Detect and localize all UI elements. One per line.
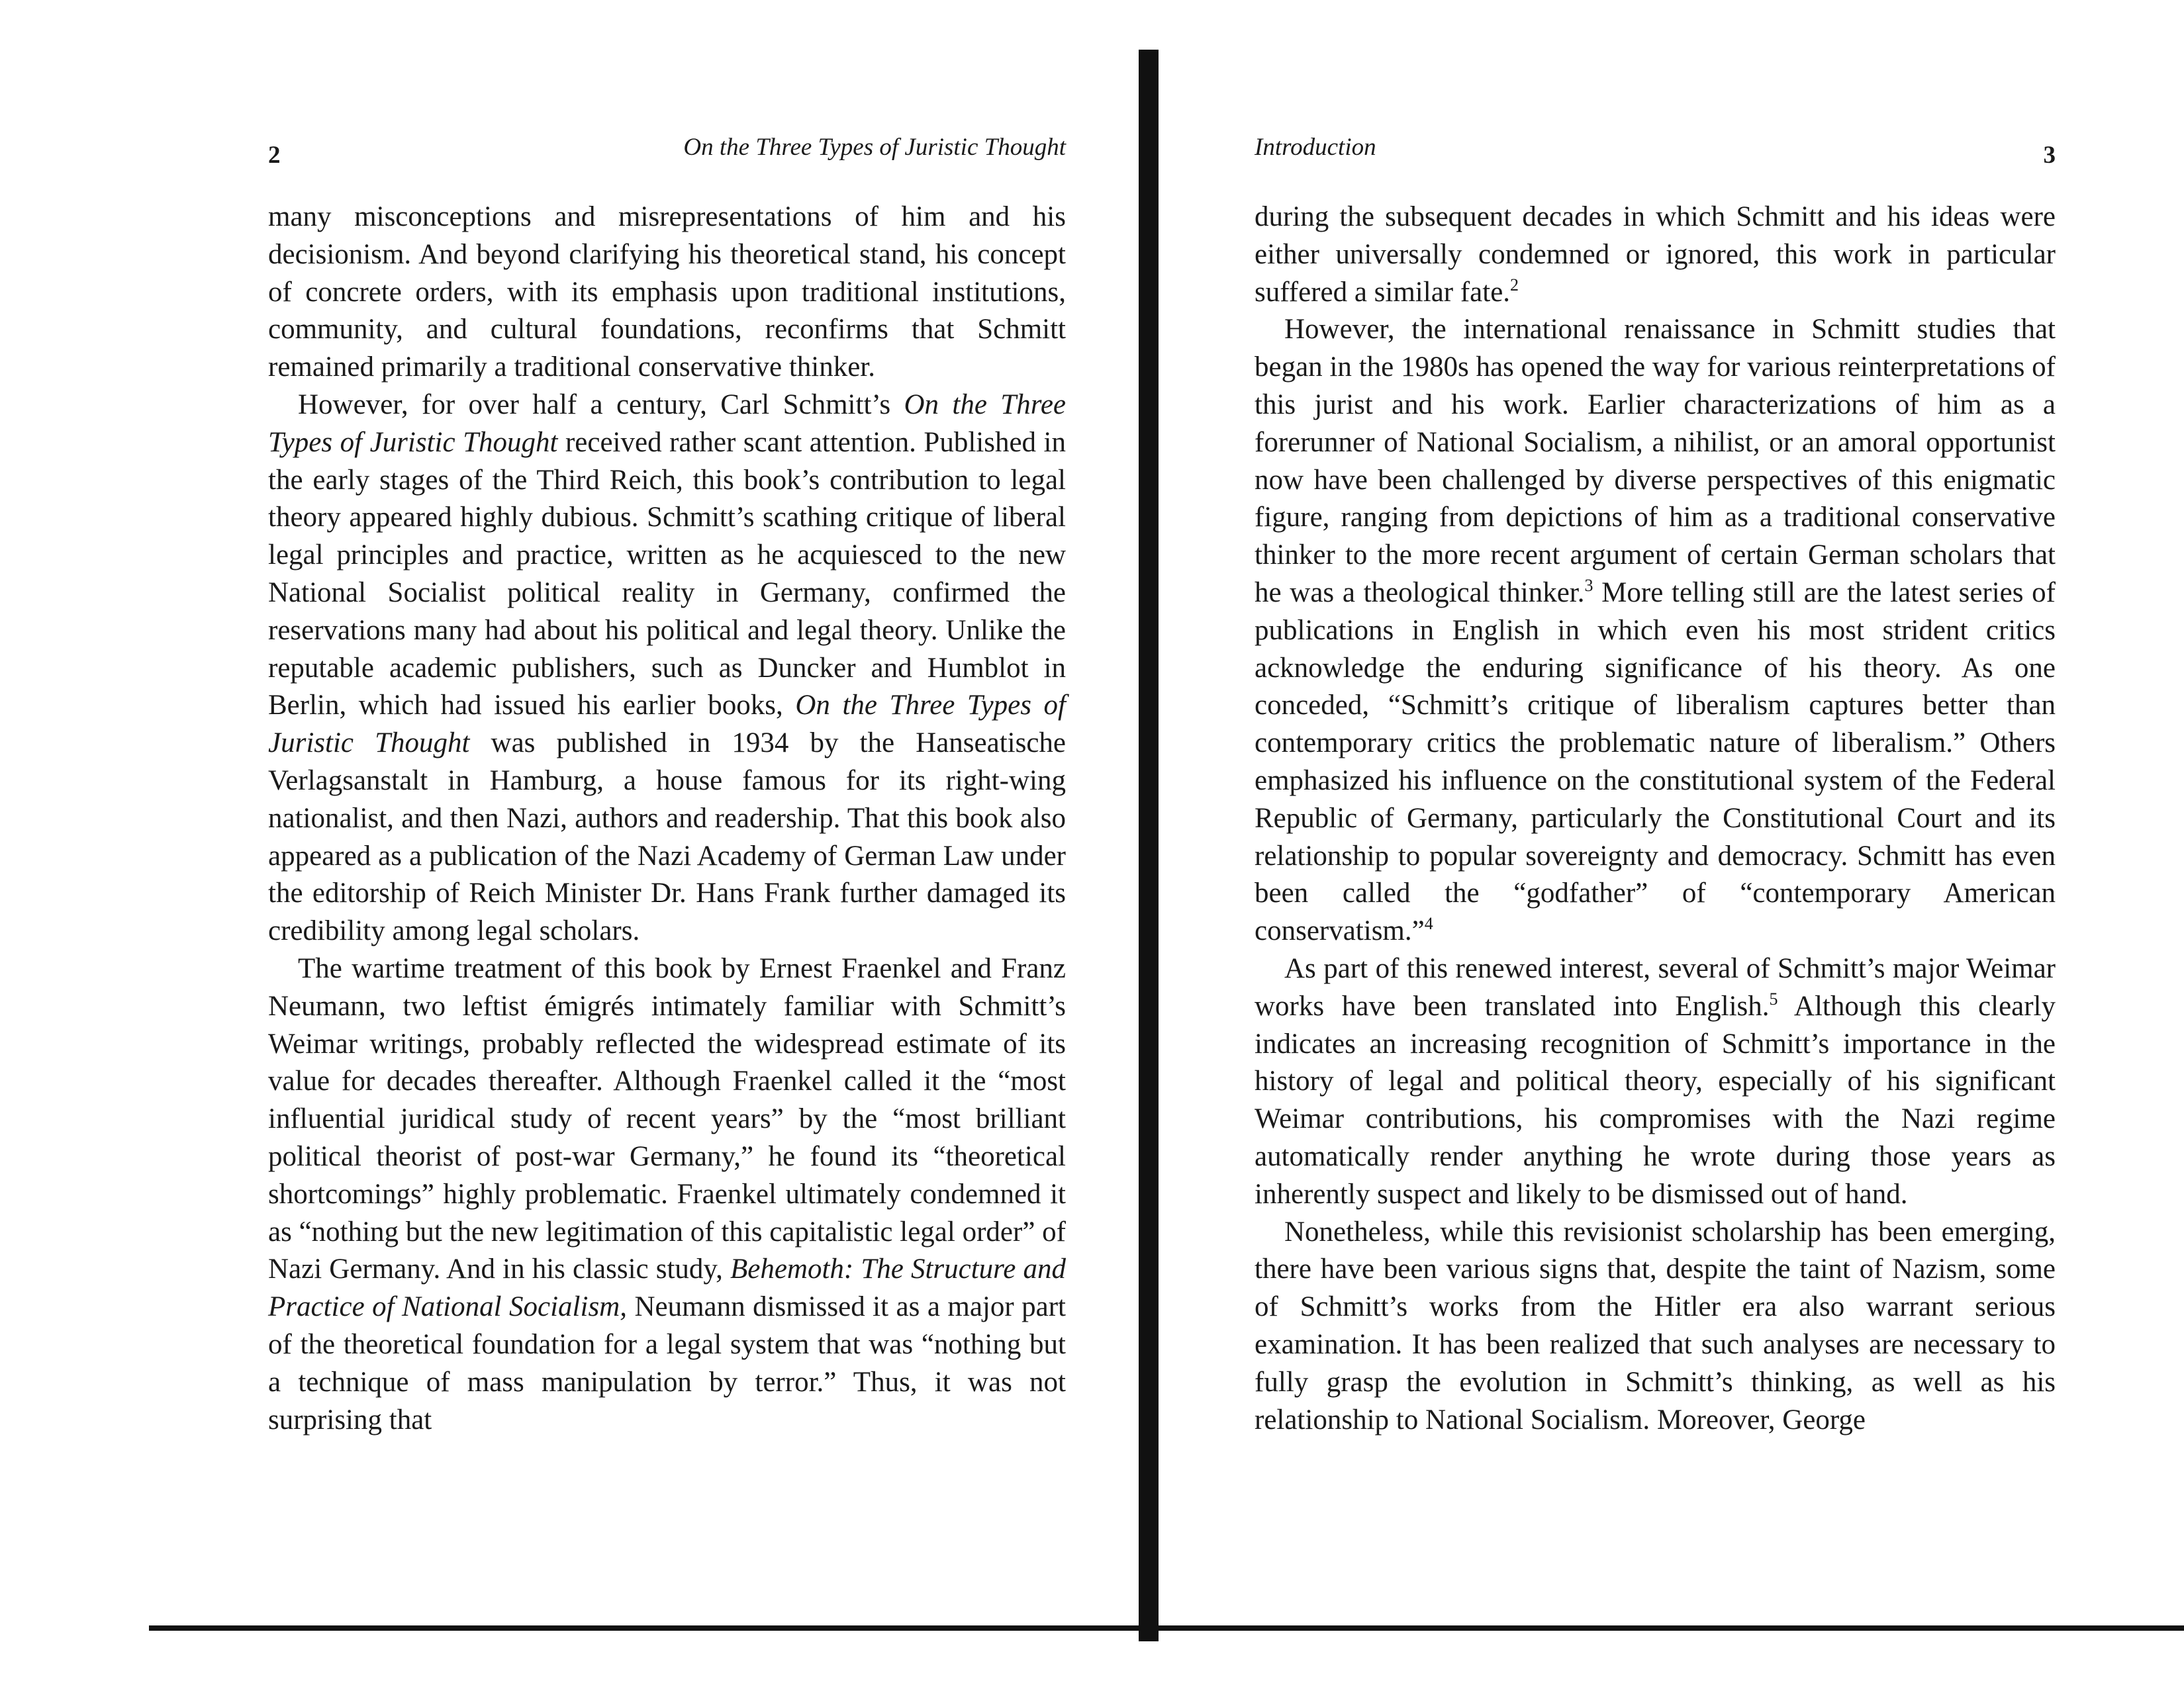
right-page [1255,129,2056,1439]
italic-title: Behemoth: The Structure and Practice of National Socialism, [268,1254,1066,1323]
text-run: received rather scant attention. Published in the early stages of the Third Reich, this book’s contribution to legal theory appeared highly dubious. Schmitt’s scathing critique of liberal legal principles and practice, written as he acquiesced to the new National Socialist political reality in Germany, confirmed the reservations many had about his political and legal theory. Unlike the reputable academic publishers, such as Duncker and Humblot in Berlin, which had issued his earlier books, [268,426,1067,721]
paragraph [268,950,1066,1439]
paragraph [1255,1214,2056,1439]
paragraph [268,387,1066,950]
text-run: However, for over half a century, Carl Schmitt’s [298,388,904,420]
text-run: was published in 1934 by the Hanseatische Verlagsanstalt in Hamburg, a house famous for its right-wing nationalist, and then Nazi, authors and readership. That this book also appeared as a publication of the Nazi Academy of German Law under the editorship of Reich Minister Dr. Hans Frank further damaged its credibility among legal scholars. [268,727,1066,947]
book-title-header: On the Three Types of Juristic Thought [683,134,1066,161]
right-body-text [1255,199,2056,1439]
text-run: The wartime treatment of this book by Ernest Fraenkel and Franz Neumann, two leftist émigrés intimately familiar with Schmitt’s Weimar writings, probably reflected the widespread estimate of its value for decades thereafter. Although Fraenkel called it the “most influential juridical study of recent years” by the “most brilliant political theorist of post-war Germany,” he found its “theoretical shortcomings” highly problematic. Fraenkel ultimately condemned it as “nothing but the new legitimation of this capitalistic legal order” of Nazi Germany. And in his classic study, [268,952,1066,1285]
footnote-ref: 5 [1769,989,1778,1009]
text-run: More telling still are the latest series of publications in English in which even his most strident critics acknowledge the enduring significance of his theory. As one conceded, “Schmitt’s critique of liberalism captures better than contemporary critics the problematic nature of liberalism.” Others emphasized his influence on the constitutional system of the Federal Republic of Germany, particularly the Constitutional Court and its relationship to popular sovereignty and democracy. Schmitt has even been called the “godfather” of “contemporary American conservatism.” [1255,576,2056,947]
text-run: As part of this renewed interest, several of Schmitt’s major Weimar works have been translated into English. [1255,952,2056,1022]
book-gutter [1139,50,1159,1641]
footnote-ref: 2 [1510,275,1519,295]
footnote-ref: 4 [1424,914,1433,934]
paragraph [1255,950,2056,1214]
page-number: 3 [2043,142,2056,169]
paragraph [1255,311,2056,950]
text-run: many misconceptions and misrepresentations of him and his decisionism. And beyond clarifying his theoretical stand, his concept of concrete orders, with its emphasis upon traditional institutions, community, and cultural foundations, reconfirms that Schmitt remained primarily a traditional conservative thinker. [268,201,1066,383]
text-run: However, the international renaissance in Schmitt studies that began in the 1980s has opened the way for various reinterpretations of this jurist and his work. Earlier characterizations of him as a forerunner of National Socialism, a nihilist, or an amoral opportunist now have been challenged by diverse perspectives of this enigmatic figure, ranging from depictions of him as a traditional conservative thinker to the more recent argument of certain German scholars that he was a theological thinker. [1255,314,2056,608]
chapter-title-header: Introduction [1255,134,1376,161]
left-page [268,129,1066,1439]
scan-bottom-edge [149,1625,2184,1631]
left-body-text [268,199,1066,1439]
left-running-head [268,129,1066,169]
text-run: Although this clearly indicates an increasing recognition of Schmitt’s importance in the history of legal and political theory, especially of his significant Weimar contributions, his compromises with the Nazi regime automatically render anything he wrote during those years as inherently suspect and likely to be dismissed out of hand. [1255,990,2056,1210]
paragraph [268,199,1066,387]
text-run: during the subsequent decades in which Schmitt and his ideas were either universally condemned or ignored, this work in particular suffered a similar fate. [1255,201,2056,308]
page-number: 2 [268,142,281,169]
paragraph [1255,199,2056,311]
italic-title: On the Three Types of Juristic Thought [268,690,1067,759]
italic-title: On the Three Types of Juristic Thought [268,388,1066,458]
right-running-head [1255,129,2056,169]
text-run: Neumann dismissed it as a major part of the theoretical foundation for a legal system that was “nothing but a technique of mass manipulation by terror.” Thus, it was not surprising that [268,1291,1066,1436]
footnote-ref: 3 [1584,575,1593,595]
text-run: Nonetheless, while this revisionist scholarship has been emerging, there have been various signs that, despite the taint of Nazism, some of Schmitt’s works from the Hitler era also warrant serious examination. It has been realized that such analyses are necessary to fully grasp the evolution in Schmitt’s thinking, as well as his relationship to National Socialism. Moreover, George [1255,1216,2056,1436]
